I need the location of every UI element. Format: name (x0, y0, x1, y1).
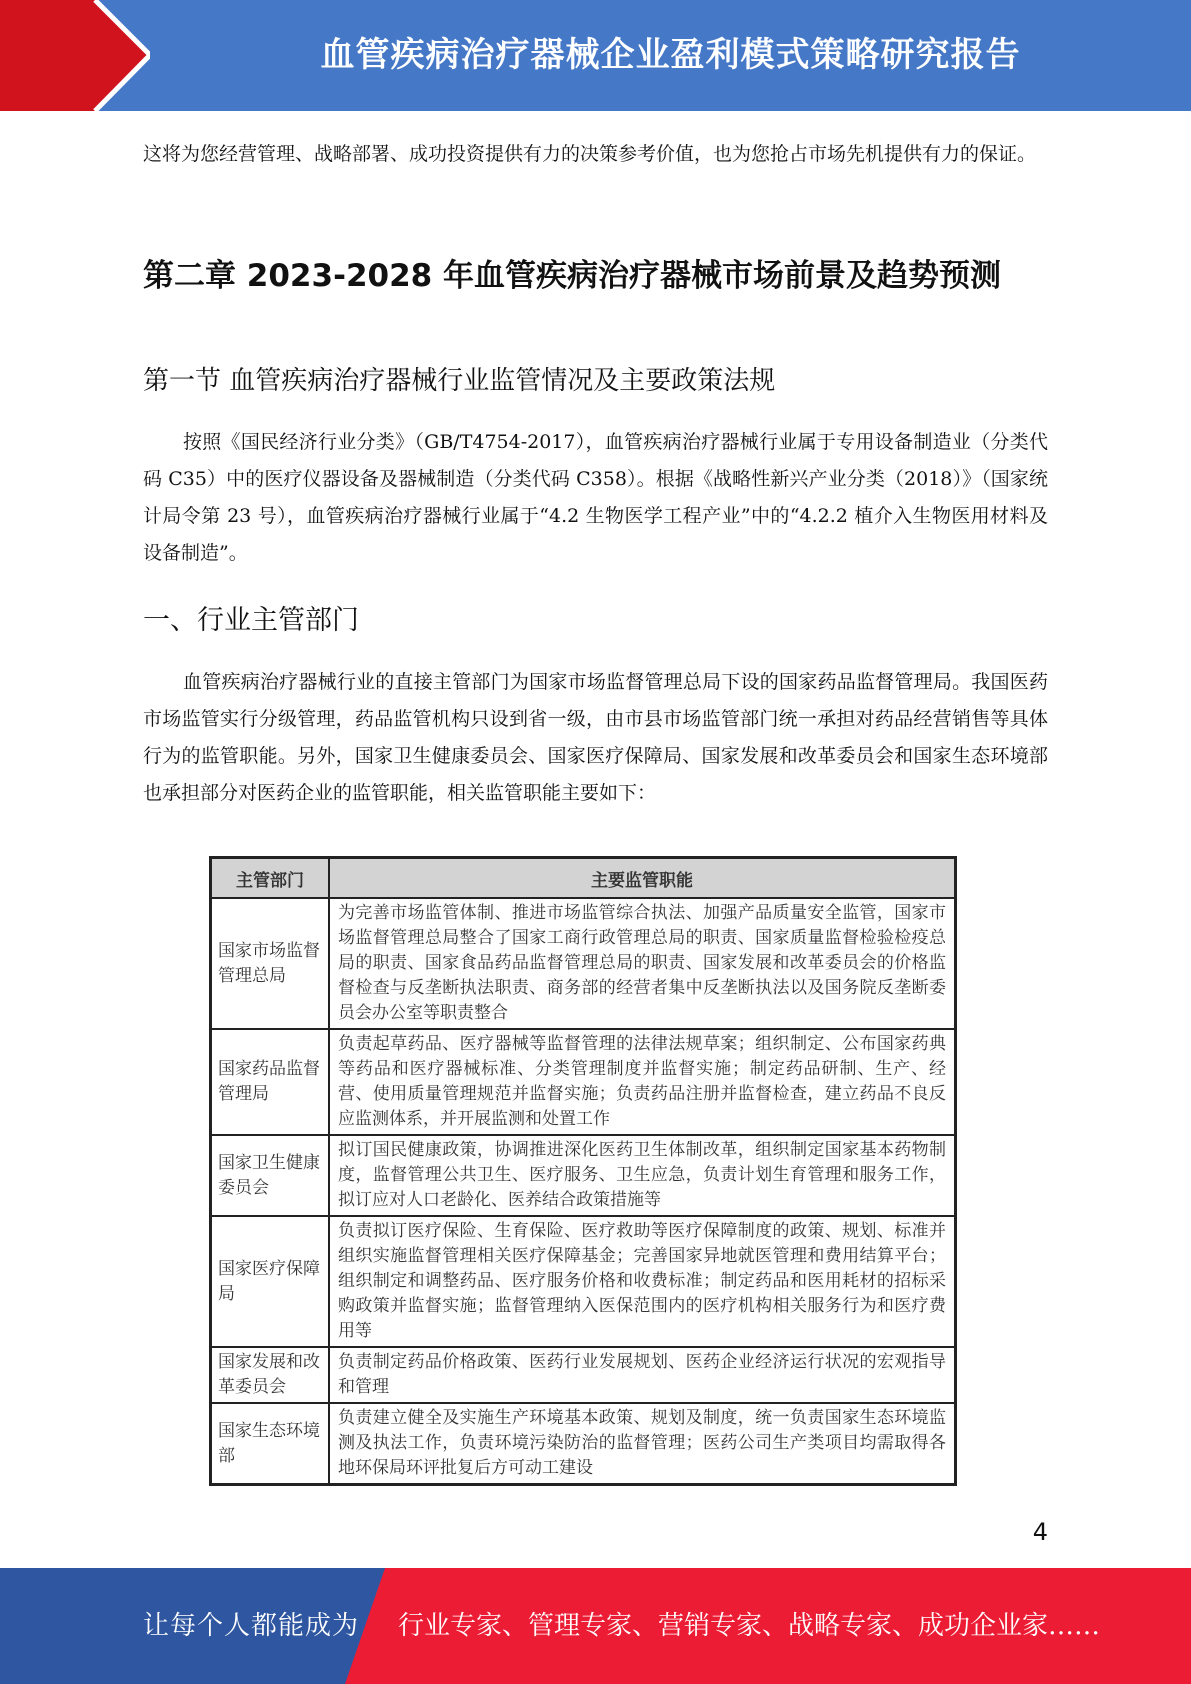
footer-slogan-right: 行业专家、管理专家、营销专家、战略专家、成功企业家…… (398, 1611, 1101, 1641)
table-row (211, 1135, 956, 1216)
page-header (0, 0, 1191, 111)
regulator-table (209, 856, 957, 1486)
dept-cell: 国家发展和改革委员会 (211, 1347, 330, 1403)
duty-cell: 负责拟订医疗保险、生育保险、医疗救助等医疗保障制度的政策、规划、标准并组织实施监督管理相关医疗保障基金；完善国家异地就医管理和费用结算平台；组织制定和调整药品、医疗服务价格和收费标准；制定药品和医用耗材的招标采购政策并监督实施；监督管理纳入医保范围内的医疗机构相关服务行为和医疗费用等 (329, 1216, 956, 1347)
dept-cell: 国家卫生健康委员会 (211, 1135, 330, 1216)
report-title: 血管疾病治疗器械企业盈利模式策略研究报告 (320, 35, 1021, 75)
chapter-heading: 第二章 2023-2028 年血管疾病治疗器械市场前景及趋势预测 (143, 258, 1002, 294)
page-footer (0, 1568, 1191, 1684)
header-dept: 主管部门 (211, 858, 330, 899)
table-row (211, 1347, 956, 1403)
dept-cell: 国家生态环境部 (211, 1403, 330, 1485)
duty-cell: 负责起草药品、医疗器械等监督管理的法律法规草案；组织制定、公布国家药典等药品和医疗器械标准、分类管理制度并监督实施；制定药品研制、生产、经营、使用质量管理规范并监督实施；负责药品注册并监督检查，建立药品不良反应监测体系，并开展监测和处置工作 (329, 1029, 956, 1135)
intro-paragraph: 这将为您经营管理、战略部署、成功投资提供有力的决策参考价值，也为您抢占市场先机提供有力的保证。 (143, 143, 1037, 165)
table-header-row (211, 858, 956, 899)
dept-cell: 国家药品监督管理局 (211, 1029, 330, 1135)
table-row (211, 1216, 956, 1347)
subsection-heading: 一、行业主管部门 (143, 605, 359, 636)
header-red-chevron (0, 0, 150, 111)
section-heading: 第一节 血管疾病治疗器械行业监管情况及主要政策法规 (143, 366, 776, 396)
section-paragraph: 按照《国民经济行业分类》（GB/T4754-2017），血管疾病治疗器械行业属于专用设备制造业（分类代码 C35）中的医疗仪器设备及器械制造（分类代码 C358）。根据《战略性新兴产业分类（2018）》（国家统计局令第 23 号），血管疾病治疗器械行业属于“4.2 生物医学工程产业”中的“4.2.2 植介入生物医用材料及设备制造”。 (143, 431, 1048, 564)
duty-cell: 拟订国民健康政策，协调推进深化医药卫生体制改革，组织制定国家基本药物制度，监督管理公共卫生、医疗服务、卫生应急，负责计划生育管理和服务工作，拟订应对人口老龄化、医养结合政策措施等 (329, 1135, 956, 1216)
table-row (211, 898, 956, 1029)
table-row (211, 1029, 956, 1135)
dept-cell: 国家医疗保障局 (211, 1216, 330, 1347)
page-number: 4 (1032, 1518, 1048, 1546)
dept-cell: 国家市场监督管理总局 (211, 898, 330, 1029)
header-duty: 主要监管职能 (329, 858, 956, 899)
duty-cell: 为完善市场监管体制、推进市场监管综合执法、加强产品质量安全监管，国家市场监督管理总局整合了国家工商行政管理总局的职责、国家质量监督检验检疫总局的职责、国家食品药品监督管理总局的职责、国家发展和改革委员会的价格监督检查与反垄断执法职责、商务部的经营者集中反垄断执法以及国务院反垄断委员会办公室等职责整合 (329, 898, 956, 1029)
duty-cell: 负责制定药品价格政策、医药行业发展规划、医药企业经济运行状况的宏观指导和管理 (329, 1347, 956, 1403)
duty-cell: 负责建立健全及实施生产环境基本政策、规划及制度，统一负责国家生态环境监测及执法工作，负责环境污染防治的监督管理；医药公司生产类项目均需取得各地环保局环评批复后方可动工建设 (329, 1403, 956, 1485)
table-row (211, 1403, 956, 1485)
footer-slogan-left: 让每个人都能成为 (143, 1611, 360, 1641)
subsection-paragraph: 血管疾病治疗器械行业的直接主管部门为国家市场监督管理总局下设的国家药品监督管理局。我国医药市场监管实行分级管理，药品监管机构只设到省一级，由市县市场监管部门统一承担对药品经营销售等具体行为的监管职能。另外，国家卫生健康委员会、国家医疗保障局、国家发展和改革委员会和国家生态环境部也承担部分对医药企业的监管职能，相关监管职能主要如下： (143, 671, 1048, 804)
